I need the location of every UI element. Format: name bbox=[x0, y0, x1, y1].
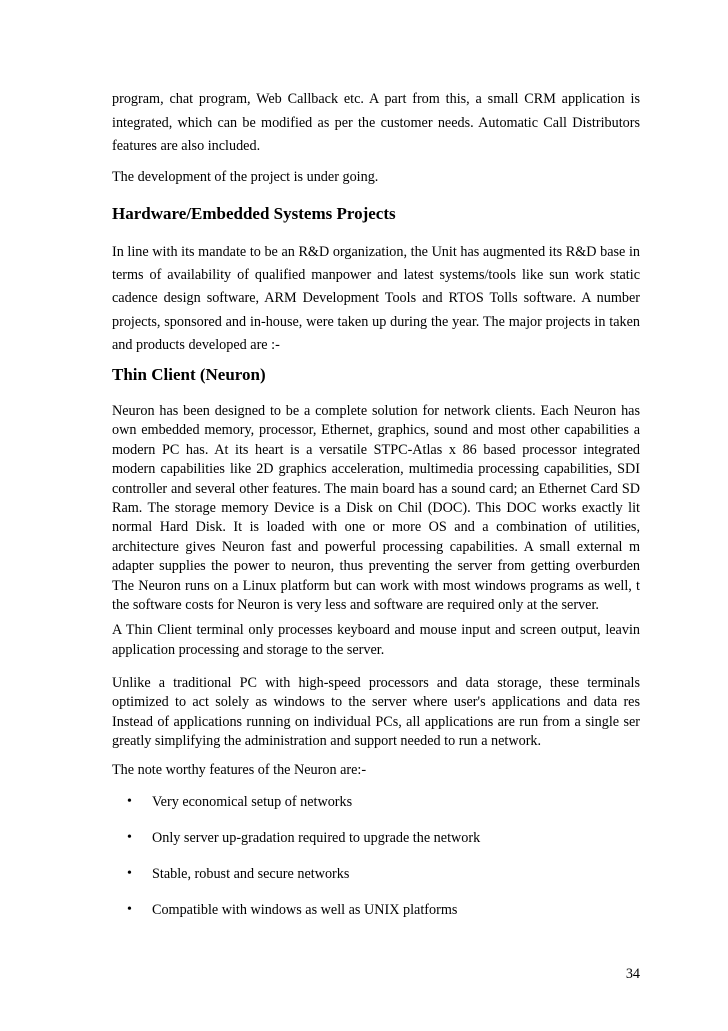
feature-text: Stable, robust and secure networks bbox=[152, 866, 350, 882]
neuron-description-paragraph: Neuron has been designed to be a complete solution for network clients. Each Neuron has own embedded memory, processor, Ethernet, graphics, sound and most other capabilities a modern PC has. At its heart is a versatile STPC-Atlas x 86 based processor integrated modern capabilities like 2D graphics acceleration, multimedia processing capabilities, SDI controller and several other features. The main board has a sound card; an Ethernet Card SD Ram. The storage memory Device is a Disk on Chil (DOC). This DOC works exactly lit normal Hard Disk. It is loaded with one or more OS and a combination of utilities, architecture gives Neuron fast and powerful processing capabilities. A small external m adapter supplies the power to neuron, thus preventing the server from getting overburden The Neuron runs on a Linux platform but can work with most windows programs as well, t the software costs for Neuron is very less and software are required only at the server. bbox=[112, 403, 640, 614]
thin-client-terminal-paragraph: A Thin Client terminal only processes keyboard and mouse input and screen output, leavin application processing and storage to the server. bbox=[112, 622, 640, 658]
thin-client-section-heading: Thin Client (Neuron) bbox=[112, 365, 266, 384]
bullet-icon: • bbox=[127, 794, 132, 809]
bullet-icon: • bbox=[127, 830, 132, 845]
hardware-section-heading: Hardware/Embedded Systems Projects bbox=[112, 204, 396, 223]
list-item bbox=[112, 826, 640, 862]
list-item bbox=[112, 862, 640, 898]
feature-text: Compatible with windows as well as UNIX platforms bbox=[152, 902, 458, 918]
page-number: 34 bbox=[625, 966, 640, 982]
feature-text: Very economical setup of networks bbox=[152, 794, 353, 810]
intro-paragraph: program, chat program, Web Callback etc. A part from this, a small CRM application is integrated, which can be modified as per the customer needs. Automatic Call Distributors features are also included. bbox=[112, 91, 640, 154]
bullet-icon: • bbox=[127, 866, 132, 881]
bullet-icon: • bbox=[127, 902, 132, 917]
features-list bbox=[112, 790, 640, 934]
development-status-paragraph: The development of the project is under going. bbox=[112, 169, 379, 185]
hardware-section-paragraph: In line with its mandate to be an R&D organization, the Unit has augmented its R&D base in terms of availability of qualified manpower and latest systems/tools like sun work static cadence design software, ARM Development Tools and RTOS Tolls software. A number projects, sponsored and in-house, were taken up during the year. The major projects in taken and products developed are :- bbox=[112, 244, 640, 353]
feature-text: Only server up-gradation required to upgrade the network bbox=[152, 830, 481, 846]
list-item bbox=[112, 898, 640, 934]
list-item bbox=[112, 790, 640, 826]
traditional-pc-comparison-paragraph: Unlike a traditional PC with high-speed processors and data storage, these terminals optimized to act solely as windows to the server where user's applications and data res Instead of applications running on individual PCs, all applications are run from a single ser greatly simplifying the administration and support needed to run a network. bbox=[112, 675, 640, 750]
features-intro: The note worthy features of the Neuron are:- bbox=[112, 762, 367, 778]
